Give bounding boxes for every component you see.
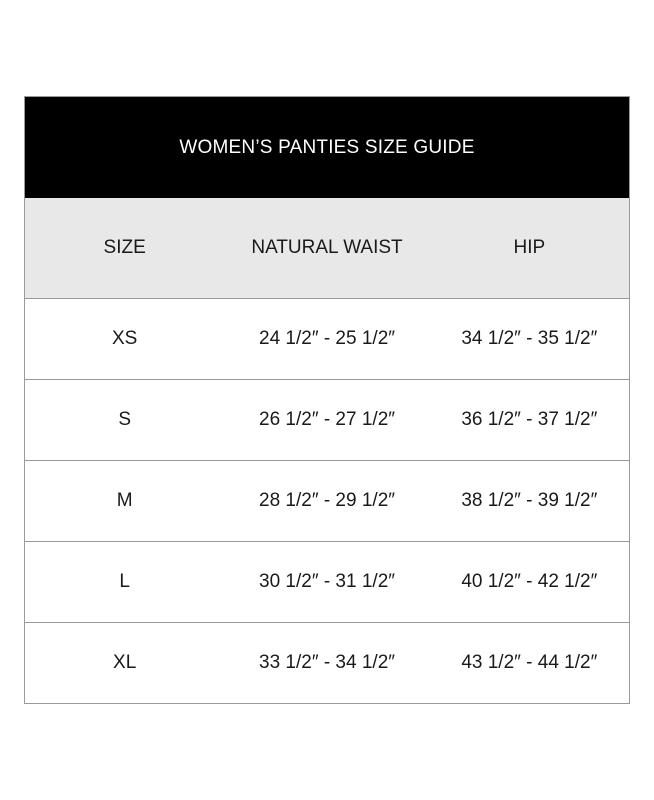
cell-size: M <box>116 490 133 511</box>
table-row <box>25 380 629 461</box>
cell-natural-waist: 33 1/2″ - 34 1/2″ <box>259 652 395 673</box>
table-row <box>25 461 629 542</box>
size-guide-title <box>25 97 629 198</box>
cell-natural-waist: 24 1/2″ - 25 1/2″ <box>259 328 395 349</box>
table-row <box>25 623 629 703</box>
cell-size: S <box>118 409 132 430</box>
cell-hip: 38 1/2″ - 39 1/2″ <box>461 490 598 511</box>
cell-natural-waist: 26 1/2″ - 27 1/2″ <box>259 409 395 430</box>
table-header-row <box>25 198 629 299</box>
cell-size: XS <box>111 328 138 349</box>
cell-size: L <box>119 571 130 592</box>
cell-size: XL <box>113 652 137 673</box>
size-guide-title-text: WOMEN’S PANTIES SIZE GUIDE <box>179 136 475 158</box>
cell-natural-waist: 30 1/2″ - 31 1/2″ <box>259 571 395 592</box>
header-hip: HIP <box>513 237 546 258</box>
table-row <box>25 299 629 380</box>
cell-hip: 40 1/2″ - 42 1/2″ <box>461 571 598 592</box>
cell-natural-waist: 28 1/2″ - 29 1/2″ <box>259 490 395 511</box>
header-natural-waist: NATURAL WAIST <box>251 237 403 258</box>
table-row <box>25 542 629 623</box>
header-size: SIZE <box>103 237 146 258</box>
size-guide-table <box>24 96 630 704</box>
cell-hip: 36 1/2″ - 37 1/2″ <box>461 409 598 430</box>
cell-hip: 43 1/2″ - 44 1/2″ <box>461 652 598 673</box>
cell-hip: 34 1/2″ - 35 1/2″ <box>461 328 598 349</box>
